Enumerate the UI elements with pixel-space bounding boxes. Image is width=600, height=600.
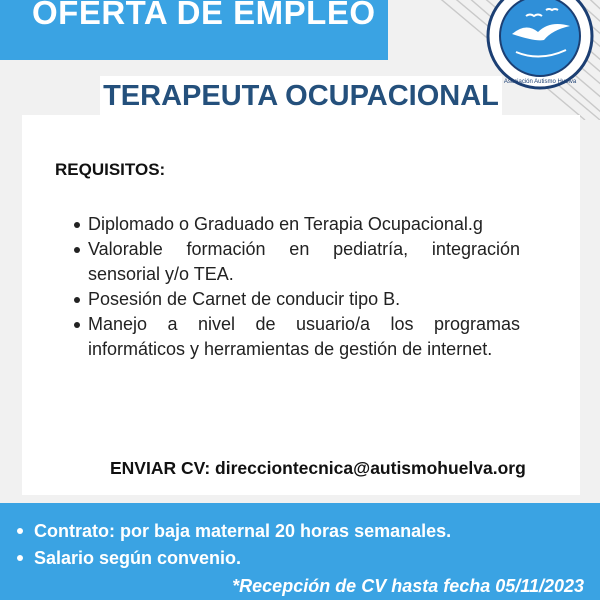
requirements-list (88, 212, 520, 362)
requirement-item: Diplomado o Graduado en Terapia Ocupacional.g (88, 212, 520, 237)
requirement-item: Posesión de Carnet de conducir tipo B. (88, 287, 520, 312)
job-title: TERAPEUTA OCUPACIONAL (103, 80, 499, 112)
condition-item: Salario según convenio. (34, 545, 451, 572)
requirement-item: Manejo a nivel de usuario/a los programas informáticos y herramientas de gestión de internet. (88, 312, 520, 362)
footer-banner (0, 503, 600, 600)
header-title: OFERTA DE EMPLEO (32, 0, 376, 31)
send-cv-text: ENVIAR CV: direcciontecnica@autismohuelva.org (110, 458, 526, 478)
requirements-heading: REQUISITOS: (55, 160, 166, 179)
header-banner (0, 0, 388, 60)
seagull-logo-icon (486, 0, 594, 90)
condition-item: Contrato: por baja maternal 20 horas semanales. (34, 518, 451, 545)
requirement-item: Valorable formación en pediatría, integración sensorial y/o TEA. (88, 237, 520, 287)
logo-text: Asociación Autismo Huelva (503, 79, 577, 85)
deadline-text: *Recepción de CV hasta fecha 05/11/2023 (232, 576, 584, 596)
conditions-list (34, 518, 451, 572)
job-title-box (100, 76, 502, 122)
